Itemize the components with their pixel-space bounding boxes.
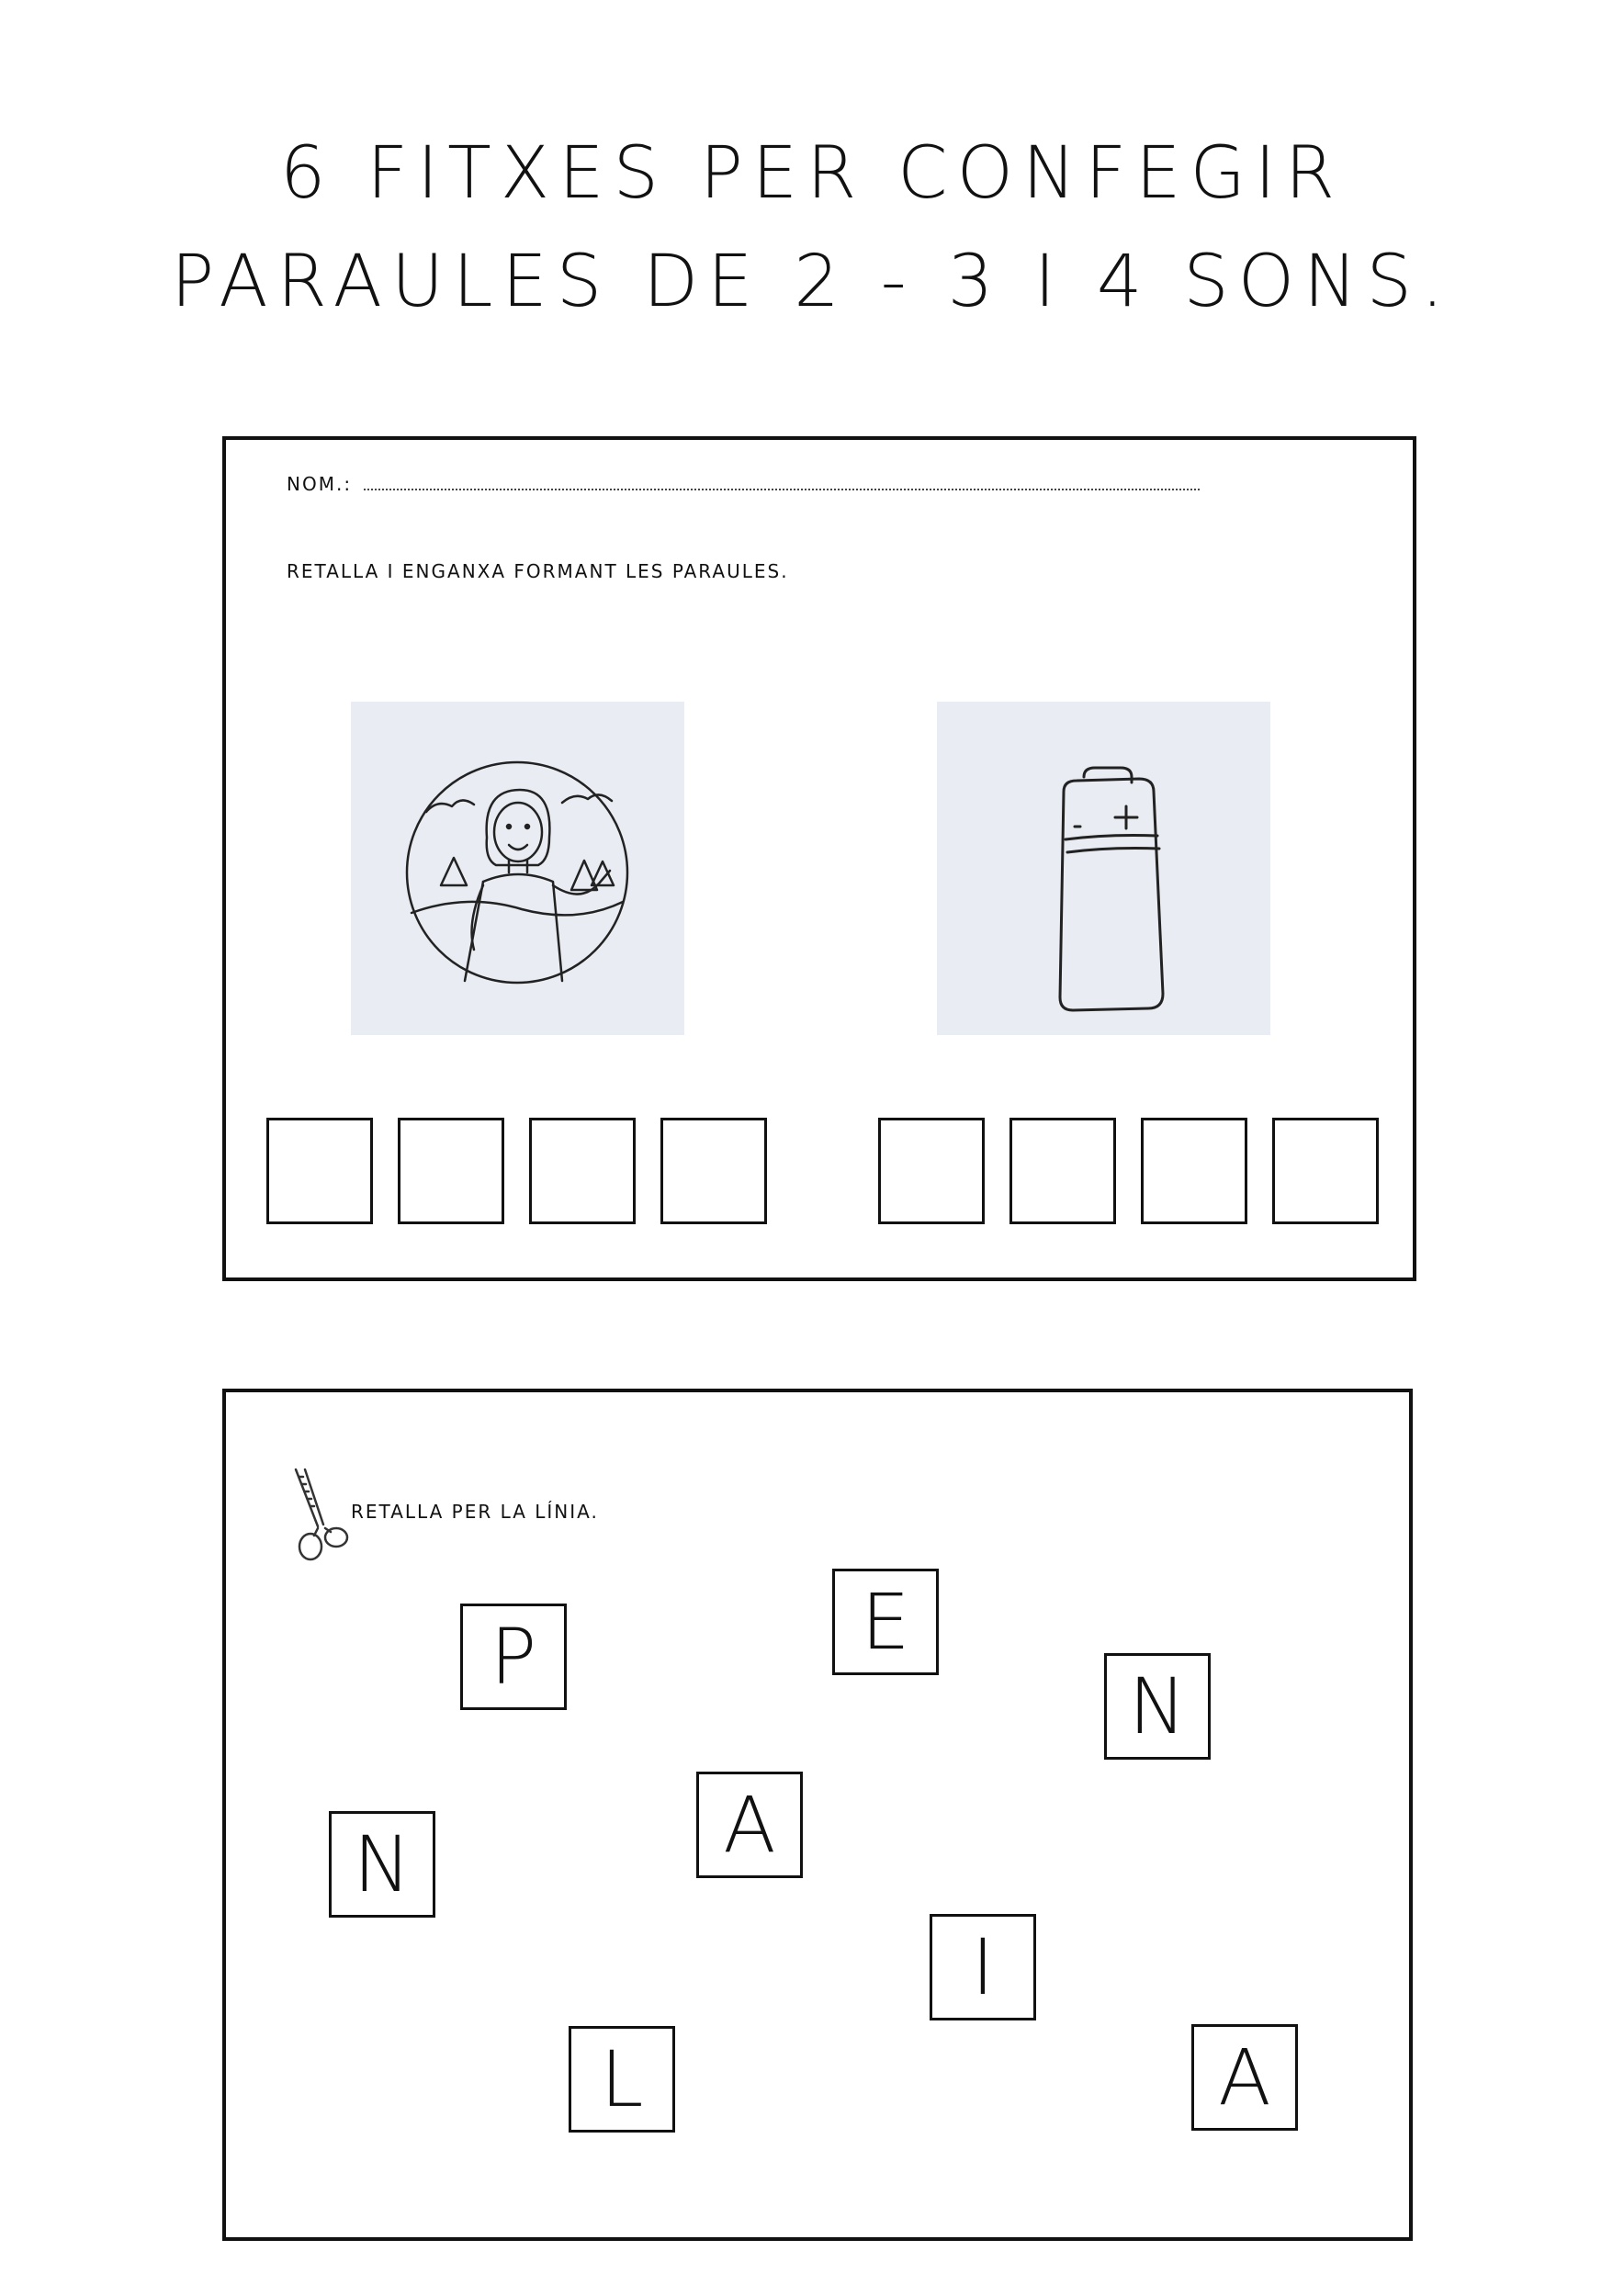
letter-tile[interactable]: L	[569, 2026, 675, 2133]
page-title-line-1: 6 FITXES PER CONFEGIR	[279, 132, 1345, 215]
letter-tile[interactable]: P	[460, 1604, 567, 1710]
letter-tile[interactable]: A	[1191, 2024, 1298, 2131]
word-slot-1-2[interactable]	[398, 1118, 504, 1224]
word-slot-1-1[interactable]	[266, 1118, 373, 1224]
letter-tile[interactable]: N	[329, 1811, 435, 1918]
picture-box-1	[351, 702, 684, 1035]
battery-icon	[937, 702, 1270, 1035]
cut-instruction-text: RETALLA PER LA LÍNIA.	[351, 1501, 599, 1523]
name-line[interactable]	[364, 489, 1200, 490]
worksheet-card	[222, 436, 1416, 1281]
letter-tile[interactable]: I	[930, 1914, 1036, 2020]
picture-box-2	[937, 702, 1270, 1035]
name-label: NOM.:	[287, 473, 353, 495]
page-title-line-2: PARAULES DE 2 - 3 I 4 SONS.	[171, 241, 1453, 323]
word-slot-2-1[interactable]	[878, 1118, 985, 1224]
word-slot-2-3[interactable]	[1141, 1118, 1247, 1224]
word-slot-1-4[interactable]	[660, 1118, 767, 1224]
letter-tile[interactable]: N	[1104, 1653, 1211, 1760]
scissors-icon	[290, 1466, 353, 1567]
letter-tile[interactable]: E	[832, 1569, 939, 1675]
word-slot-2-4[interactable]	[1272, 1118, 1379, 1224]
letter-tile[interactable]: A	[696, 1772, 803, 1878]
cutout-card	[222, 1389, 1413, 2241]
word-slot-2-2[interactable]	[1009, 1118, 1116, 1224]
girl-landscape-icon	[351, 702, 684, 1035]
word-slot-1-3[interactable]	[529, 1118, 636, 1224]
instruction-text: RETALLA I ENGANXA FORMANT LES PARAULES.	[287, 560, 789, 582]
